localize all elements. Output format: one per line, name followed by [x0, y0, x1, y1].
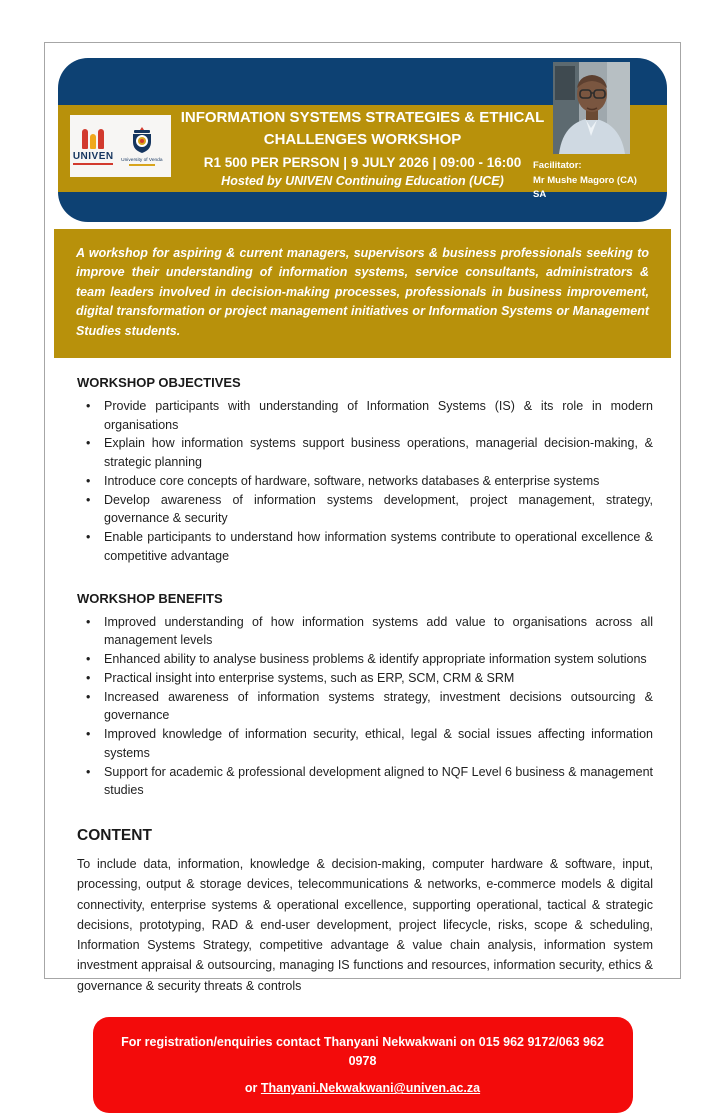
facilitator-photo — [553, 62, 630, 154]
list-item: • Enable participants to understand how information systems contribute to operational excellence & competitive advantage — [77, 528, 653, 566]
facilitator-label: Facilitator: — [533, 160, 582, 171]
university-seal-icon — [116, 126, 168, 166]
benefits-list — [77, 613, 653, 801]
intro-text: A workshop for aspiring & current managers, supervisors & business professionals seeking to improve their understanding of information systems, service consultants, administrators & team leaders involved in decision-making processes, professionals in business improvement, digital transformation or project management initiatives or Information Systems or Management Studies students. — [76, 246, 649, 338]
list-item: • Support for academic & professional development aligned to NQF Level 6 business & management studies — [77, 763, 653, 801]
registration-box — [93, 1017, 633, 1113]
registration-line1: For registration/enquiries contact Thanyani Nekwakwani on 015 962 9172/063 962 0978 — [121, 1034, 604, 1068]
univen-flame-icon — [82, 127, 104, 149]
univen-wordmark: UNIVEN — [72, 151, 114, 162]
hosted-by: Hosted by UNIVEN Continuing Education (UCE) — [221, 173, 504, 188]
header-banner — [58, 58, 667, 222]
intro-box — [54, 229, 671, 358]
university-seal-crest — [130, 126, 154, 156]
list-item: • Enhanced ability to analyse business problems & identify appropriate information system solutions — [77, 650, 653, 669]
objectives-list — [77, 397, 653, 566]
benefits-heading: WORKSHOP BENEFITS — [77, 590, 223, 606]
list-item: • Practical insight into enterprise systems, such as ERP, SCM, CRM & SRM — [77, 669, 653, 688]
price-date-time: R1 500 PER PERSON | 9 JULY 2026 | 09:00 - 16:00 — [203, 154, 522, 170]
content-heading: CONTENT — [77, 827, 152, 845]
list-item: • Improved understanding of how information systems add value to organisations across all management levels — [77, 613, 653, 651]
document-page — [44, 42, 681, 1096]
logo-box — [70, 115, 171, 177]
registration-line2 — [121, 1079, 605, 1098]
facilitator-name: Mr Mushe Magoro (CA) SA — [533, 174, 637, 201]
list-item: • Explain how information systems support business operations, managerial decision-making, & strategic planning — [77, 434, 653, 472]
univen-logo-icon — [73, 127, 114, 165]
list-item: • Increased awareness of information systems strategy, investment decisions outsourcing & governance — [77, 688, 653, 726]
content-paragraph: To include data, information, knowledge & decision-making, computer hardware & software, input, processing, output & storage devices, telecommunications & networks, e-commerce models & digital connectivity, enterprise systems & operational excellence, supporting operational, tactical & strategic decisions, prototyping, RAD & end-user development, project lifecycle, risks, scope & scheduling, Information Systems Strategy, competitive advantage & value chain analysis, information system investment appraisal & outsourcing, managing IS functions and resources, information security, ethics & governance & security threats & controls — [77, 857, 653, 993]
list-item: • Improved knowledge of information security, ethical, legal & social issues affecting information systems — [77, 725, 653, 763]
registration-line2-prefix: or — [244, 1081, 258, 1096]
univen-rule — [73, 163, 113, 165]
list-item: • Provide participants with understanding of Information Systems (IS) & its role in modern organisations — [77, 397, 653, 435]
facilitator-caption — [533, 159, 651, 203]
workshop-title: INFORMATION SYSTEMS STRATEGIES & ETHICAL CHALLENGES WORKSHOP — [180, 109, 545, 148]
list-item: • Develop awareness of information systems development, project management, strategy, governance & security — [77, 491, 653, 529]
objectives-heading: WORKSHOP OBJECTIVES — [77, 374, 241, 390]
header-title-block — [148, 107, 578, 188]
email-link[interactable]: Thanyani.Nekwakwani@univen.ac.za — [260, 1081, 481, 1096]
list-item: • Introduce core concepts of hardware, software, networks databases & enterprise systems — [77, 472, 653, 491]
seal-name: University of Venda — [121, 157, 163, 163]
seal-tagline — [129, 164, 155, 166]
content-area — [77, 375, 653, 996]
